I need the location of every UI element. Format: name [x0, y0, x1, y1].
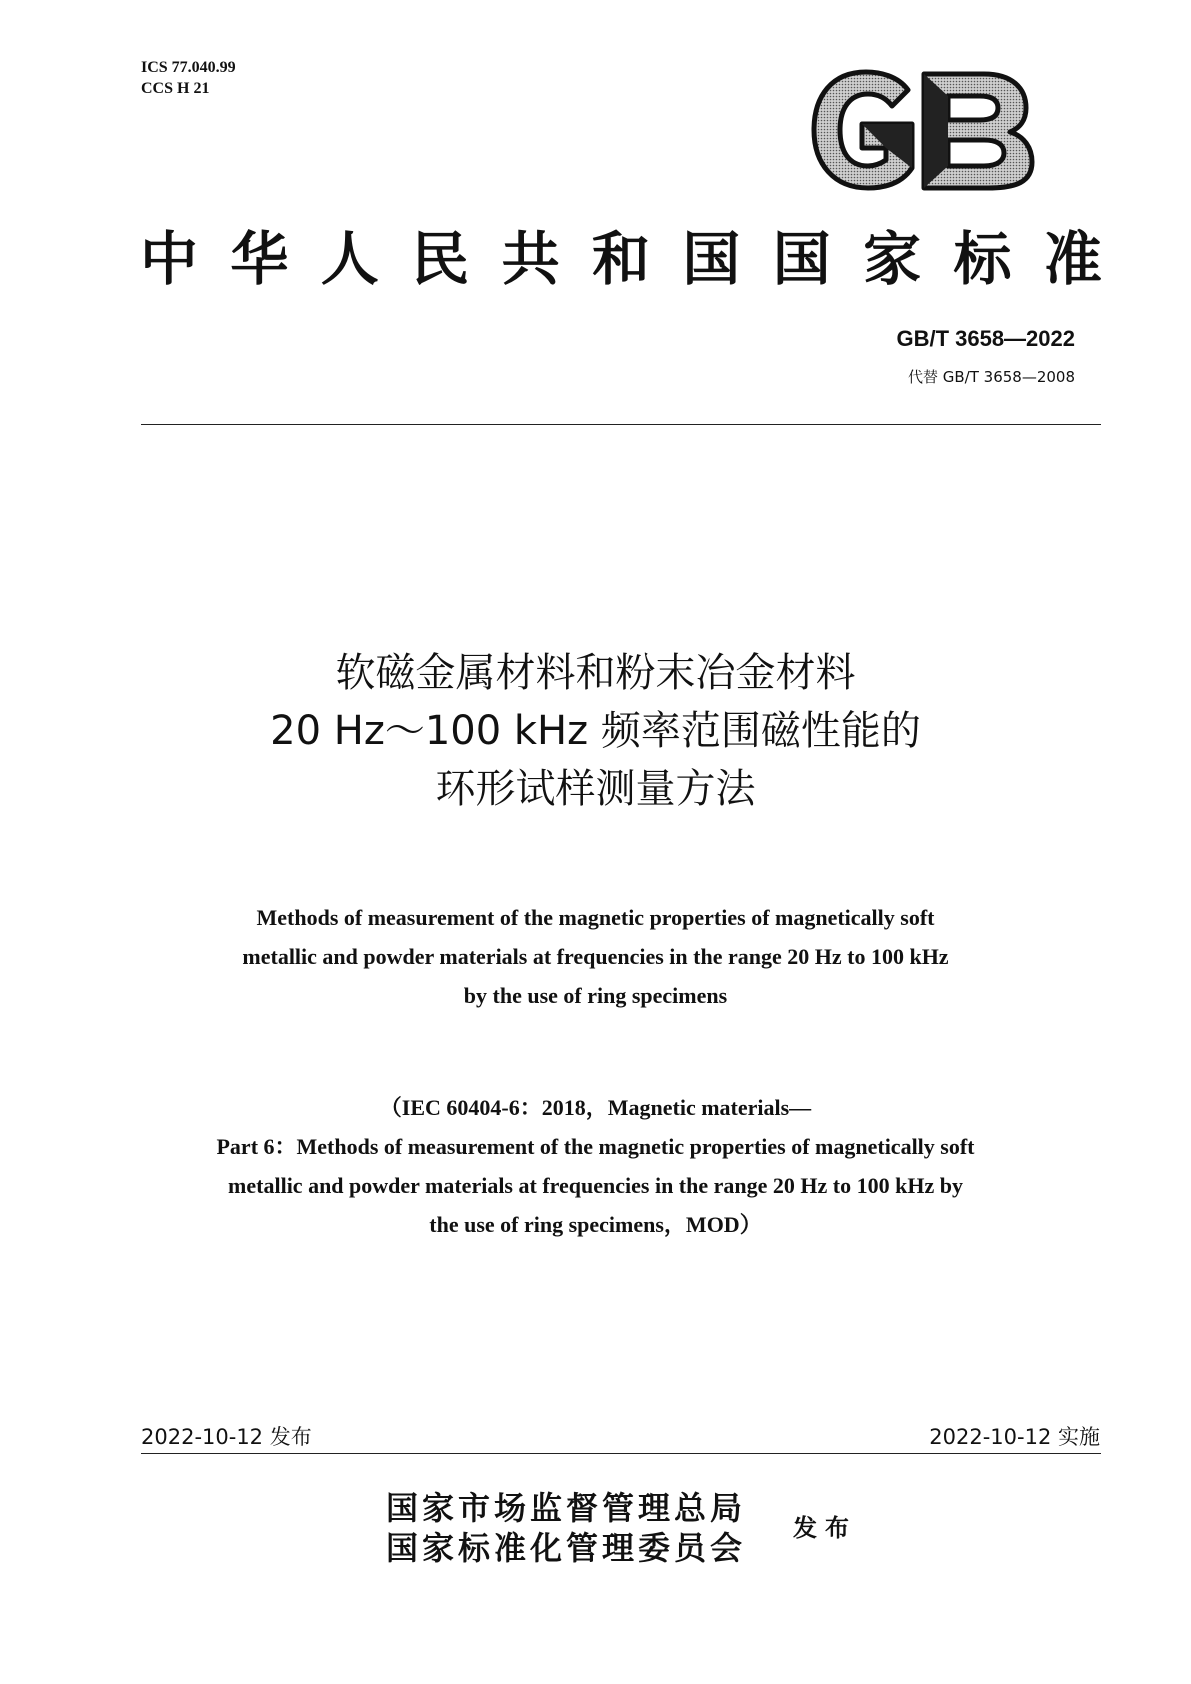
english-title-line: Methods of measurement of the magnetic properties of magnetically soft	[256, 905, 935, 930]
iec-reference	[0, 1088, 1191, 1244]
english-title	[0, 898, 1191, 1015]
gb-logo-icon	[808, 68, 1038, 192]
title-char: 民	[411, 225, 470, 293]
issuer-sac: 国家标准化管理委员会	[386, 1529, 747, 1567]
title-char: 标	[953, 225, 1012, 293]
iec-reference-line: （IEC 60404-6：2018，Magnetic materials—	[379, 1095, 812, 1120]
title-char: 国	[772, 225, 831, 293]
footer-divider	[141, 1453, 1101, 1454]
issue-label: 发布	[793, 1513, 857, 1542]
gb-logo-text: GB	[808, 68, 810, 69]
title-char: 准	[1043, 225, 1102, 293]
title-char: 华	[230, 225, 289, 293]
national-standard-title	[140, 224, 1102, 294]
english-title-line: metallic and powder materials at frequencies in the range 20 Hz to 100 kHz	[242, 944, 949, 969]
issuing-authorities	[386, 1488, 746, 1568]
title-char: 人	[320, 225, 379, 293]
title-char: 中	[140, 225, 199, 293]
issuer-samr: 国家市场监督管理总局	[386, 1489, 747, 1527]
ccs-code: CCS H 21	[141, 80, 210, 97]
chinese-title-line: 环形试样测量方法	[435, 766, 756, 812]
title-char: 国	[682, 225, 741, 293]
english-title-line: by the use of ring specimens	[463, 983, 728, 1008]
iec-reference-line: Part 6：Methods of measurement of the magnetic properties of magnetically soft	[216, 1134, 975, 1159]
ics-code: ICS 77.040.99	[141, 59, 236, 76]
title-char: 共	[501, 225, 560, 293]
chinese-title	[0, 644, 1191, 818]
chinese-title-line: 20 Hz～100 kHz 频率范围磁性能的	[270, 708, 921, 754]
title-char: 和	[591, 225, 650, 293]
header-divider	[141, 424, 1101, 425]
implementation-date: 2022-10-12 实施	[929, 1425, 1100, 1449]
iec-reference-line: metallic and powder materials at frequencies in the range 20 Hz to 100 kHz by	[228, 1173, 963, 1198]
iec-reference-line: the use of ring specimens，MOD）	[429, 1212, 762, 1237]
title-char: 家	[863, 225, 922, 293]
chinese-title-line: 软磁金属材料和粉末冶金材料	[335, 650, 856, 696]
classification-codes	[141, 57, 236, 99]
replaces-standard: 代替 GB/T 3658—2008	[907, 368, 1075, 386]
standard-number: GB/T 3658—2022	[896, 326, 1075, 351]
publish-date: 2022-10-12 发布	[141, 1425, 312, 1449]
